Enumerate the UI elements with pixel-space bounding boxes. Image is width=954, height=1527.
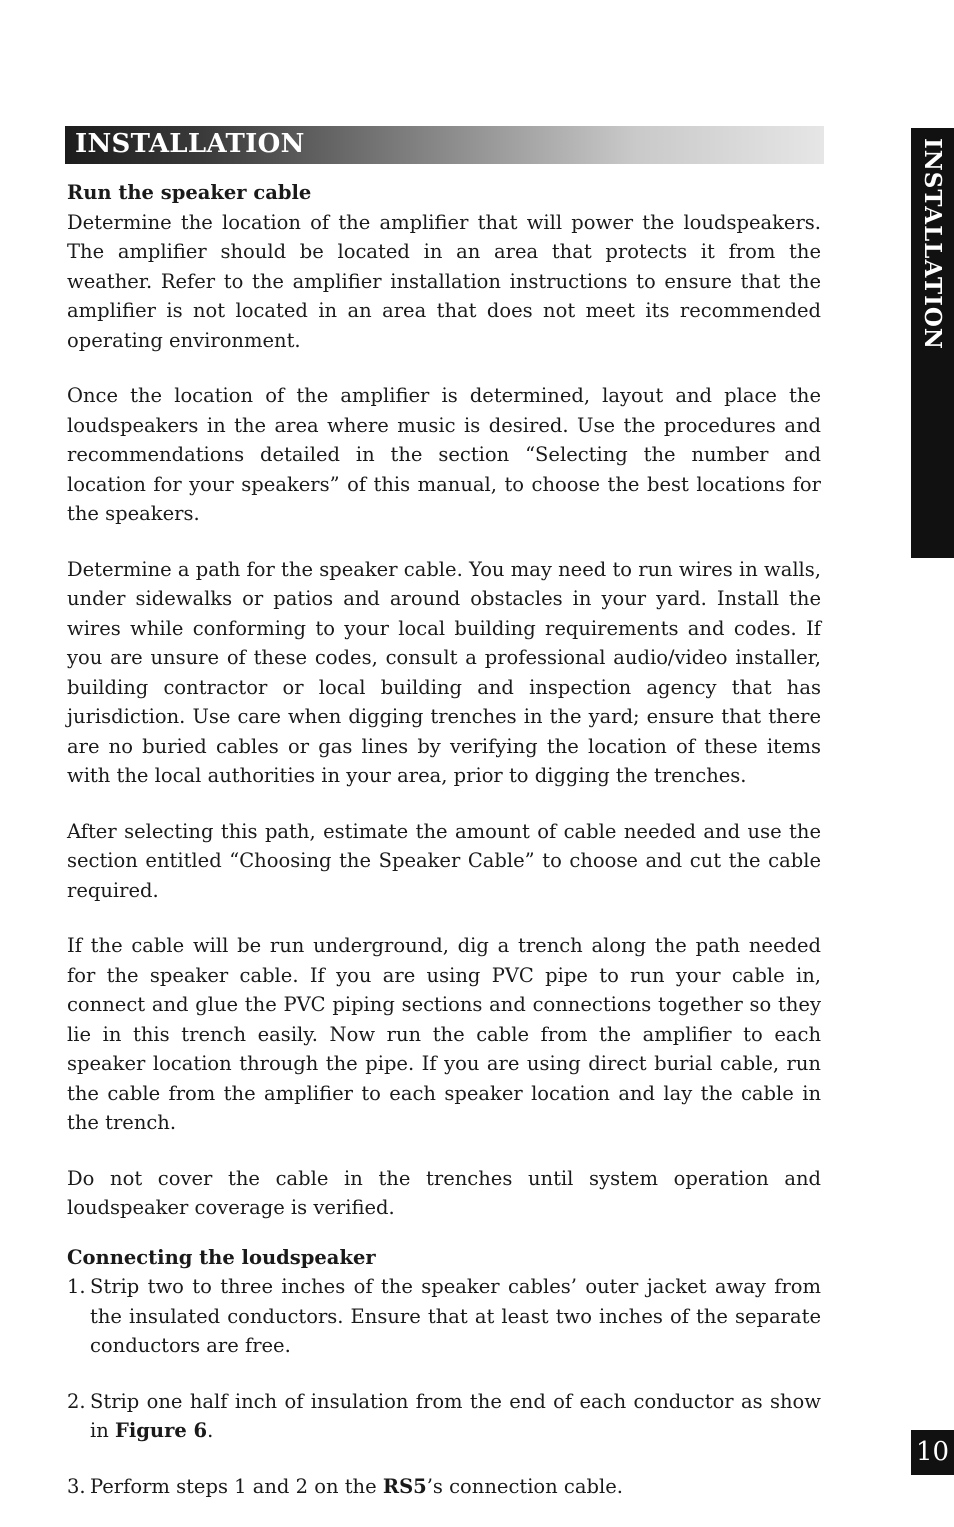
list-item	[67, 1387, 821, 1446]
step-number: 3.	[67, 1474, 86, 1498]
step-number: 2.	[67, 1389, 86, 1413]
step-number: 1.	[67, 1275, 86, 1298]
page-number: 10	[911, 1430, 954, 1475]
model-name: RS5	[382, 1474, 427, 1498]
subheading-run-cable: Run the speaker cable	[67, 181, 312, 204]
page-content	[67, 178, 821, 1527]
paragraph: After selecting this path, estimate the amount of cable needed and use the section entitled “Choosing the Speaker Cable” to choose and cut the cable required.	[67, 819, 821, 902]
figure-reference: Figure 6	[115, 1419, 208, 1442]
step-text: Strip one half inch of insulation from the end of each conductor as show in	[90, 1389, 821, 1442]
paragraph: Determine the location of the amplifier that will power the loudspeakers. The amplifier should be located in an area that protects it from the weather. Refer to the amplifier installation instructions to ensure that the amplifier is not located in an area that does not meet its recommended operating environment.	[67, 210, 821, 352]
step-text-end: .	[207, 1419, 214, 1442]
side-tab	[911, 128, 954, 558]
step-text: Perform steps 1 and 2 on the	[90, 1474, 383, 1498]
paragraph: If the cable will be run underground, dig a trench along the path needed for the speaker cable. If you are using PVC pipe to run your cable in, connect and glue the PVC piping sections and connections together so they lie in this trench easily. Now run the cable from the amplifier to each speaker location through the pipe. If you are using direct burial cable, run the cable from the amplifier to each speaker location and lay the cable in the trench.	[67, 934, 821, 1134]
list-item	[67, 1272, 821, 1361]
paragraph: Do not cover the cable in the trenches until system operation and loudspeaker coverage is verified.	[67, 1166, 821, 1219]
side-tab-label: INSTALLATION	[919, 138, 946, 350]
step-text: Strip two to three inches of the speaker cables’ outer jacket away from the insulated conductors. Ensure that at least two inches of the separate conductors are free.	[90, 1275, 821, 1357]
subheading-connecting: Connecting the loudspeaker	[67, 1245, 376, 1269]
steps-list	[67, 1272, 821, 1501]
section-header-bar	[65, 126, 824, 164]
section-title: INSTALLATION	[75, 129, 305, 159]
step-text-end: ’s connection cable.	[426, 1474, 623, 1498]
list-item	[67, 1472, 821, 1502]
paragraph: Once the location of the amplifier is determined, layout and place the loudspeakers in the area where music is desired. Use the procedures and recommendations detailed in the section “Selecting the number and location for your speakers” of this manual, to choose the best locations for the speakers.	[67, 384, 821, 525]
paragraph: Determine a path for the speaker cable. You may need to run wires in walls, under sidewalks or patios and around obstacles in your yard. Install the wires while conforming to your local building requirements and codes. If you are unsure of these codes, consult a professional audio/video installer, building contractor or local building and inspection agency that has jurisdiction. Use care when digging trenches in the yard; ensure that there are no buried cables or gas lines by verifying the location of these items with the local authorities in your area, prior to digging the trenches.	[67, 557, 821, 787]
